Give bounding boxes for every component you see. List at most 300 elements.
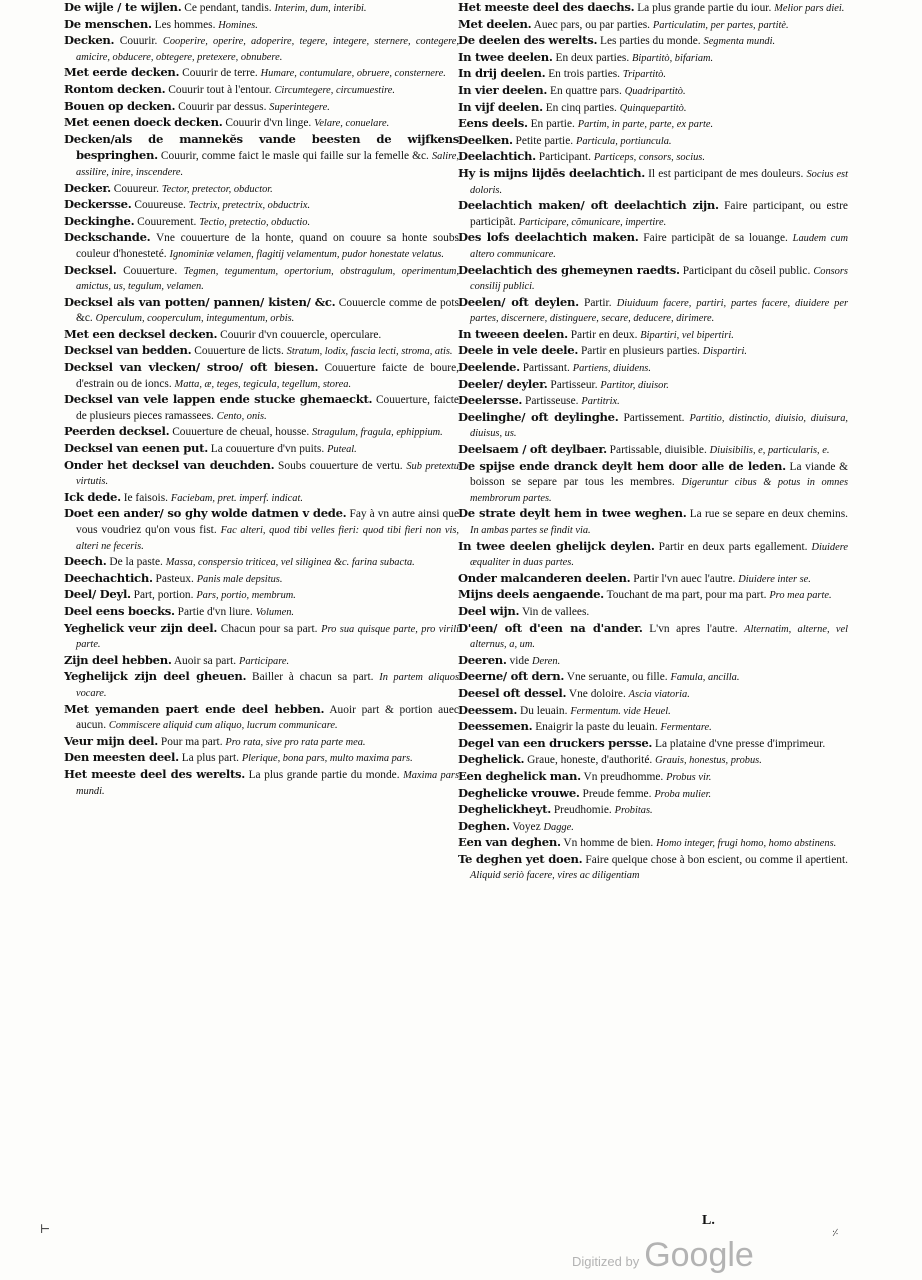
entry-headword: Deechachtich. (64, 570, 153, 585)
entry-headword: Ick dede. (64, 489, 121, 504)
dictionary-entry (458, 852, 848, 884)
dictionary-entry (458, 703, 848, 720)
entry-headword: Deeren. (458, 652, 507, 667)
entry-latin: Socius est doloris. (470, 168, 848, 196)
entry-french: Du leuain. (520, 704, 568, 717)
entry-latin: Homines. (218, 19, 258, 31)
entry-latin: Bipartiri, vel bipertiri. (640, 329, 734, 341)
entry-headword: Decksel van bedden. (64, 343, 192, 358)
entry-latin: Digeruntur cibus & potus in omnes membrorum partes. (470, 477, 848, 504)
entry-latin: Pro mea parte. (769, 590, 832, 602)
entry-french: La plataine d'vne presse d'imprimeur. (655, 737, 826, 750)
entry-french: En cinq parties. (545, 101, 617, 114)
dictionary-entry (64, 653, 459, 670)
entry-french: Ce pendant, tandis. (184, 2, 272, 14)
entry-headword: De spijse ende dranck deylt hem door alle de leden. (458, 458, 786, 473)
entry-latin: Panis male depsitus. (196, 573, 283, 585)
entry-latin: Probitas. (614, 805, 653, 817)
entry-latin: Tectrix, pretectrix, obductrix. (188, 200, 311, 212)
entry-french: Il est participant de mes douleurs. (648, 167, 804, 180)
entry-latin: Operculum, cooperculum, integumentum, orbis. (95, 313, 295, 325)
entry-french: Graue, honeste, d'authorité. (527, 754, 653, 767)
entry-french: Chacun pour sa part. (220, 622, 318, 635)
entry-french: Partissement. (623, 411, 685, 424)
dictionary-entry (64, 458, 459, 490)
digitized-watermark (572, 1236, 754, 1275)
dictionary-entry (458, 230, 848, 262)
entry-latin: Tectio, pretectio, obductio. (199, 216, 311, 228)
entry-latin: Quadripartitò. (624, 85, 686, 97)
entry-headword: Decksel als van potten/ pannen/ kisten/ &c. (64, 294, 336, 309)
dictionary-entry (458, 410, 848, 442)
dictionary-entry (64, 295, 459, 327)
left-column (64, 0, 459, 799)
dictionary-entry (64, 750, 459, 767)
entry-latin: Diuidere inter se. (738, 573, 811, 585)
entry-french: Vin de vallees. (521, 605, 590, 618)
dictionary-entry (458, 686, 848, 703)
dictionary-entry (458, 360, 848, 377)
entry-latin: Pro sua quisque parte, pro virili parte. (76, 623, 459, 651)
dictionary-entry (64, 424, 459, 441)
entry-french: Couuerture, faicte de plusieurs pieces ramassees. (76, 394, 459, 422)
dictionary-entry (64, 621, 459, 653)
entry-headword: Deel wijn. (458, 603, 520, 618)
entry-headword: Hy is mijns lijdēs deelachtich. (458, 165, 645, 180)
entry-headword: Deelken. (458, 132, 513, 147)
dictionary-entry (458, 0, 848, 17)
entry-french: Enaigrir la paste du leuain. (535, 721, 658, 734)
entry-latin: Partitrix. (581, 396, 620, 408)
entry-french: Couurir de terre. (182, 67, 258, 80)
dictionary-entry (458, 506, 848, 538)
entry-headword: De strate deylt hem in twee weghen. (458, 506, 687, 521)
dictionary-entry (458, 393, 848, 410)
entry-latin: Matta, æ, teges, tegicula, tegellum, storea. (174, 378, 352, 390)
entry-latin: Diuiduum facere, partiri, partes facere, diuidere per partes, discernere, distinguere, secare, deducere, dirimere. (470, 297, 848, 325)
dictionary-entry (458, 802, 848, 819)
entry-headword: In tweeen deelen. (458, 326, 568, 341)
entry-headword: Deckschande. (64, 230, 151, 245)
dictionary-entry (458, 116, 848, 133)
entry-headword: Doet een ander/ so ghy wolde datmen v dede. (64, 506, 347, 521)
entry-latin: Tripartitò. (622, 69, 666, 81)
entry-latin: Melior pars diei. (774, 3, 845, 14)
entry-french: Les hommes. (154, 18, 216, 31)
dictionary-entry (64, 115, 459, 132)
entry-latin: Plerique, bona pars, multo maxima pars. (241, 753, 413, 765)
entry-headword: Deckinghe. (64, 213, 135, 228)
entry-french: Couurir, comme faict le masle qui faille sur la femelle &c. (160, 150, 429, 163)
entry-latin: Dispartiri. (702, 346, 747, 358)
entry-french: La plus part. (181, 752, 239, 765)
entry-french: Partisseuse. (525, 395, 579, 408)
entry-headword: Deelinghe/ oft deylinghe. (458, 409, 619, 424)
entry-latin: Pars, portio, membrum. (196, 590, 296, 602)
entry-headword: Met yemanden paert ende deel hebben. (64, 701, 325, 716)
entry-latin: Participare, cõmunicare, impertire. (518, 216, 667, 228)
dictionary-entry (458, 719, 848, 736)
entry-headword: Decksel van vele lappen ende stucke ghemaeckt. (64, 392, 373, 407)
entry-headword: Deelsaem / oft deylbaer. (458, 442, 607, 457)
entry-headword: Deech. (64, 554, 107, 569)
entry-french: Couurir par dessus. (178, 100, 267, 113)
entry-french: Touchant de ma part, pour ma part. (606, 589, 767, 602)
entry-french: Couuerture de cheual, housse. (172, 426, 310, 439)
entry-latin: Laudem cum altero communicare. (470, 233, 848, 260)
entry-french: Fay à vn autre ainsi que vous voudriez qu'on vous fist. (76, 508, 460, 536)
entry-french: Les parties du monde. (600, 35, 701, 48)
entry-headword: De wijle / te wijlen. (64, 0, 182, 14)
entry-french: Preudhomie. (553, 804, 612, 817)
entry-latin: Faciebam, pret. imperf. indicat. (170, 492, 303, 504)
entry-latin: Salire, assilire, inire, inscendere. (76, 151, 459, 178)
dictionary-entry (64, 132, 459, 181)
entry-latin: Particeps, consors, socius. (593, 152, 705, 164)
entry-headword: In vijf deelen. (458, 99, 543, 114)
entry-headword: Deelen/ oft deylen. (458, 294, 579, 309)
entry-french: Vne couuerture de la honte, quand on couure sa honte soubs couleur d'honesteté. (76, 232, 459, 260)
entry-french: La viande & boisson se separe par tous les membres. (470, 460, 848, 489)
dictionary-entry (458, 835, 848, 852)
left-margin-mark: ⊢ (40, 1222, 51, 1236)
dictionary-entry (458, 621, 848, 653)
entry-latin: Deren. (532, 655, 561, 667)
entry-headword: Met een decksel decken. (64, 326, 218, 341)
google-logo: Google (644, 1236, 754, 1274)
dictionary-entry (458, 752, 848, 769)
dictionary-entry (64, 230, 459, 262)
entry-french: Partir l'vn auec l'autre. (633, 572, 736, 585)
entry-headword: Deelende. (458, 360, 520, 375)
dictionary-entry (458, 100, 848, 117)
entry-french: En trois parties. (548, 68, 621, 81)
entry-french: La rue se separe en deux chemins. (689, 508, 849, 521)
entry-french: Pasteux. (155, 572, 194, 585)
entry-french: Partir. (584, 296, 612, 309)
dictionary-entry (458, 149, 848, 166)
dictionary-entry (458, 66, 848, 83)
entry-french: Faire quelque chose à bon escient, ou comme il apertient. (585, 853, 848, 866)
entry-french: Auec pars, ou par parties. (533, 18, 651, 31)
dictionary-entry (458, 133, 848, 150)
entry-french: En partie. (530, 118, 575, 131)
entry-french: Petite partie. (515, 134, 574, 147)
entry-headword: Onder malcanderen deelen. (458, 570, 631, 585)
entry-french: Couurir d'vn linge. (225, 117, 312, 130)
entry-latin: Superintegere. (269, 101, 330, 113)
dictionary-entry (64, 0, 459, 17)
entry-latin: Probus vir. (666, 771, 712, 783)
entry-french: Part, portion. (133, 589, 194, 602)
dictionary-entry (458, 571, 848, 588)
entry-latin: Partiens, diuidens. (572, 363, 651, 375)
entry-french: Partie d'vn liure. (177, 605, 253, 618)
entry-headword: Deelachtich maken/ oft deelachtich zijn. (458, 198, 719, 213)
entry-latin: Stratum, lodix, fascia lecti, stroma, atis. (286, 346, 453, 358)
entry-latin: Alternatim, alterne, vel alternus, a, um. (470, 623, 848, 651)
entry-headword: In twee deelen ghelijck deylen. (458, 538, 655, 553)
dictionary-entry (458, 736, 848, 753)
entry-latin: Massa, conspersio triticea, vel siliginea &c. farina subacta. (165, 557, 415, 569)
entry-french: Voyez (512, 820, 541, 833)
entry-headword: Peerden decksel. (64, 424, 170, 439)
right-column (458, 0, 848, 884)
entry-french: Vne seruante, ou fille. (566, 671, 668, 684)
entry-latin: Fermentum. vide Heuel. (570, 705, 671, 717)
dictionary-entry (64, 181, 459, 198)
entry-french: La plus grande partie du iour. (637, 2, 772, 14)
entry-headword: Decksel van vlecken/ stroo/ oft biesen. (64, 360, 319, 375)
entry-headword: Deghelickheyt. (458, 802, 551, 817)
entry-latin: Tegmen, tegumentum, opertorium, obstragulum, operimentum, amictus, us, tegulum, velamen. (76, 265, 460, 293)
entry-headword: Deeler/ deyler. (458, 376, 548, 391)
entry-french: Ie faisois. (123, 491, 169, 504)
dictionary-entry (458, 377, 848, 394)
entry-headword: Een van deghen. (458, 835, 561, 850)
entry-headword: In vier deelen. (458, 82, 548, 97)
dictionary-entry (64, 17, 459, 34)
entry-latin: In partem aliquos vocare. (76, 672, 459, 699)
entry-french: Faire participant, ou estre participãt. (470, 200, 848, 228)
entry-french: Couureur. (113, 182, 159, 195)
entry-latin: Stragulum, fragula, ephippium. (312, 427, 443, 439)
entry-french: Auoir sa part. (173, 654, 237, 667)
entry-headword: De deelen des werelts. (458, 33, 598, 48)
entry-headword: Eens deels. (458, 116, 528, 131)
entry-french: Vne doloire. (568, 687, 626, 700)
entry-latin: Maxima pars mundi. (76, 769, 459, 797)
entry-headword: Deerne/ oft dern. (458, 669, 565, 684)
entry-headword: Deelersse. (458, 393, 523, 408)
entry-headword: Yeghelijck zijn deel gheuen. (64, 669, 247, 684)
entry-headword: Deele in vele deele. (458, 343, 579, 358)
entry-french: Couuerture. (123, 264, 178, 277)
entry-headword: Deel eens boecks. (64, 603, 175, 618)
entry-headword: Deesel oft dessel. (458, 685, 567, 700)
entry-french: En deux parties. (555, 51, 630, 64)
dictionary-entry (458, 343, 848, 360)
entry-french: Pour ma part. (160, 735, 223, 748)
dictionary-entry (458, 786, 848, 803)
entry-french: Partir en deux parts egallement. (658, 540, 808, 553)
entry-headword: Decker. (64, 180, 111, 195)
dictionary-entry (64, 263, 459, 295)
entry-french: Partir en plusieurs parties. (580, 345, 700, 358)
entry-latin: Quinquepartitò. (619, 102, 687, 114)
dictionary-entry (64, 604, 459, 621)
entry-latin: Volumen. (255, 606, 294, 618)
dictionary-entry (64, 360, 459, 392)
entry-headword: Met eenen doeck decken. (64, 115, 223, 130)
dictionary-entry (64, 33, 459, 65)
dictionary-entry (64, 702, 459, 734)
right-margin-mark: ⸓ (832, 1228, 839, 1239)
entry-latin: Famula, ancilla. (670, 672, 740, 684)
entry-headword: Decksel. (64, 262, 117, 277)
entry-latin: Commiscere aliquid cum aliquo, lucrum communicare. (108, 720, 338, 732)
entry-latin: Aliquid seriò facere, vires ac diligentiam (470, 870, 640, 882)
dictionary-entry (458, 17, 848, 34)
entry-latin: Circumtegere, circumuestire. (274, 84, 395, 96)
entry-french: Couurir d'vn couuercle, operculare. (220, 328, 382, 341)
dictionary-entry (458, 33, 848, 50)
entry-headword: Bouen op decken. (64, 98, 176, 113)
entry-headword: Mijns deels aengaende. (458, 587, 604, 602)
entry-headword: Des lofs deelachtich maken. (458, 230, 639, 245)
dictionary-entry (64, 734, 459, 751)
entry-french: Participant du cõseil public. (682, 264, 811, 277)
entry-headword: Deessem. (458, 702, 518, 717)
entry-headword: Decken. (64, 33, 115, 48)
entry-latin: Bipartitò, bifariam. (632, 52, 714, 64)
dictionary-entry (458, 769, 848, 786)
entry-latin: Consors consilij publici. (470, 265, 848, 293)
entry-headword: Deel/ Deyl. (64, 587, 131, 602)
entry-latin: Ascia viatoria. (628, 688, 690, 700)
entry-latin: Tector, pretector, obductor. (161, 183, 273, 195)
entry-headword: Deelachtich des ghemeynen raedts. (458, 262, 680, 277)
entry-french: Bailler à chacun sa part. (252, 671, 374, 684)
entry-latin: Diuisibilis, e, particularis, e. (709, 445, 830, 457)
entry-latin: Particulatim, per partes, partitè. (652, 19, 789, 31)
entry-latin: Cooperire, operire, adoperire, tegere, integere, sternere, contegere, amicire, obducere, obtegere, pretexere, obnubere. (76, 36, 459, 63)
dictionary-entry (458, 539, 848, 571)
entry-latin: Participare. (239, 655, 290, 667)
dictionary-entry (458, 50, 848, 67)
entry-latin: Puteal. (327, 444, 357, 456)
entry-french: Partissable, diuisible. (609, 444, 707, 457)
entry-headword: Te deghen yet doen. (458, 851, 583, 866)
entry-french: Auoir part & portion auec aucun. (76, 703, 459, 732)
entry-latin: In ambas partes se findit via. (470, 525, 591, 536)
entry-latin: Partitio, distinctio, diuisio, diuisura, diuisus, us. (470, 412, 848, 440)
entry-latin: Fac alteri, quod tibi velles fieri: quod tibi fieri non vis, alteri ne feceris. (76, 525, 459, 552)
dictionary-entry (458, 83, 848, 100)
entry-french: Couureuse. (134, 199, 186, 212)
digitized-by-label: Digitized by (572, 1254, 640, 1269)
dictionary-entry (64, 490, 459, 507)
entry-french: La couuerture d'vn puits. (210, 443, 325, 456)
dictionary-entry (64, 214, 459, 231)
entry-latin: Fermentare. (660, 722, 712, 734)
entry-headword: Met deelen. (458, 16, 532, 31)
dictionary-entry (64, 327, 459, 344)
dictionary-entry (458, 295, 848, 327)
dictionary-entry (64, 554, 459, 571)
entry-latin: Proba mulier. (654, 788, 712, 800)
entry-french: De la paste. (109, 556, 163, 569)
dictionary-entry (64, 65, 459, 82)
dictionary-entry (458, 587, 848, 604)
entry-latin: Homo integer, frugi homo, homo abstinens. (656, 838, 837, 850)
entry-headword: Het meeste deel des daechs. (458, 0, 635, 14)
entry-latin: Pro rata, sive pro rata parte mea. (225, 736, 366, 748)
signature-mark: L. (702, 1213, 715, 1228)
entry-latin: Dagge. (543, 821, 574, 833)
dictionary-entry (458, 669, 848, 686)
entry-latin: Sub pretextu virtutis. (76, 460, 459, 488)
dictionary-entry (64, 571, 459, 588)
entry-latin: Velare, conuelare. (314, 118, 390, 130)
entry-headword: In drij deelen. (458, 66, 546, 81)
entry-headword: Veur mijn deel. (64, 733, 159, 748)
entry-headword: Een deghelick man. (458, 768, 581, 783)
entry-latin: Cento, onis. (216, 410, 267, 422)
entry-latin: Diuidere æqualiter in duas partes. (470, 541, 848, 569)
entry-headword: Deessemen. (458, 719, 533, 734)
entry-headword: Zijn deel hebben. (64, 652, 172, 667)
dictionary-entry (458, 653, 848, 670)
entry-headword: Degel van een druckers persse. (458, 735, 653, 750)
entry-headword: In twee deelen. (458, 49, 553, 64)
entry-latin: Particula, portiuncula. (575, 135, 672, 147)
entry-latin: Partitor, diuisor. (600, 379, 669, 391)
entry-french: Partisseur. (550, 378, 598, 391)
dictionary-entry (458, 198, 848, 230)
entry-french: La plus grande partie du monde. (248, 768, 400, 781)
entry-headword: Decken/als de mannekĕs vande beesten de wijfkens bespringhen. (64, 131, 459, 163)
dictionary-entry (64, 506, 459, 554)
dictionary-entry (64, 99, 459, 116)
entry-headword: Den meesten deel. (64, 750, 179, 765)
entry-french: L'vn apres l'autre. (649, 622, 738, 635)
entry-french: En quattre pars. (550, 84, 622, 97)
entry-french: Couuerture de licts. (194, 345, 284, 358)
dictionary-entry (64, 669, 459, 701)
dictionary-entry (458, 604, 848, 621)
dictionary-entry (64, 587, 459, 604)
entry-latin: Segmenta mundi. (703, 36, 776, 48)
dictionary-entry (458, 327, 848, 344)
entry-french: Partir en deux. (570, 328, 638, 341)
entry-headword: Deckersse. (64, 197, 132, 212)
entry-french: Partissant. (522, 362, 570, 375)
entry-latin: Ignominiæ velamen, flagitij velamentum, pudor honestate velatus. (169, 248, 444, 260)
entry-headword: Decksel van eenen put. (64, 441, 208, 456)
dictionary-entry (64, 343, 459, 360)
entry-french: Vn preudhomme. (583, 770, 664, 783)
dictionary-entry (64, 82, 459, 99)
entry-headword: Deghelick. (458, 752, 525, 767)
entry-headword: Yeghelick veur zijn deel. (64, 620, 218, 635)
entry-headword: Deghelicke vrouwe. (458, 785, 580, 800)
entry-french: Vn homme de bien. (563, 837, 654, 850)
dictionary-entry (458, 166, 848, 198)
entry-french: Couuercle comme de pots &c. (76, 296, 459, 325)
entry-french: Couurir. (119, 35, 158, 48)
entry-headword: Het meeste deel des werelts. (64, 766, 246, 781)
dictionary-entry (64, 441, 459, 458)
entry-headword: Rontom decken. (64, 81, 166, 96)
dictionary-entry (458, 442, 848, 459)
dictionary-entry (64, 197, 459, 214)
entry-french: Faire participãt de sa louange. (643, 232, 788, 245)
dictionary-entry (64, 392, 459, 424)
entry-french: Couurement. (137, 215, 197, 228)
dictionary-entry (458, 459, 848, 507)
entry-headword: Deghen. (458, 818, 510, 833)
entry-french: Couurir tout à l'entour. (168, 83, 272, 96)
dictionary-entry (458, 819, 848, 836)
dictionary-entry (458, 263, 848, 295)
entry-latin: Humare, contumulare, obruere, consternere. (260, 68, 446, 80)
entry-headword: Met eerde decken. (64, 65, 180, 80)
entry-latin: Interim, dum, interibi. (274, 3, 367, 14)
entry-french: vide (509, 654, 530, 667)
entry-french: Participant. (538, 151, 591, 164)
entry-latin: Partim, in parte, parte, ex parte. (577, 119, 714, 131)
